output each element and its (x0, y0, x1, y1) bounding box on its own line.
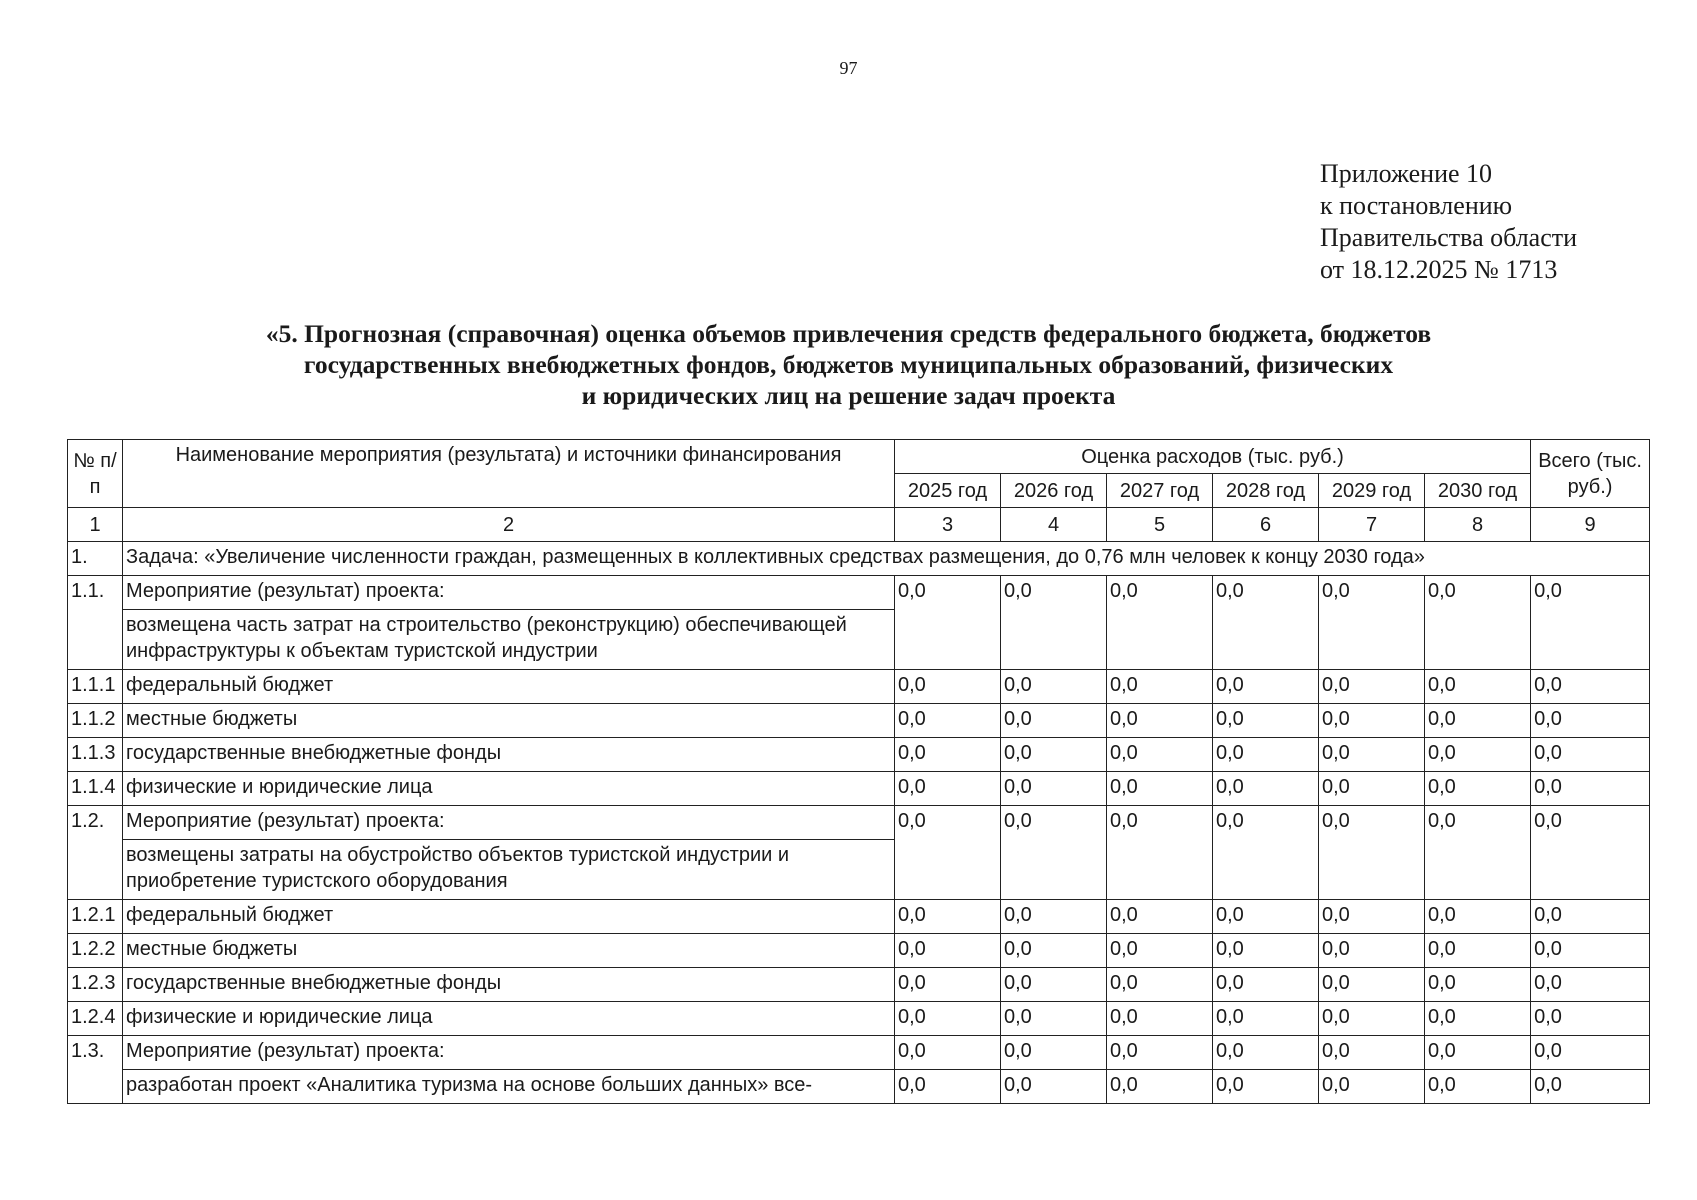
total-cell: 0,0 (1531, 670, 1650, 704)
measure-row (68, 1036, 1650, 1070)
title-line: государственных внебюджетных фондов, бюджетов муниципальных образований, физических (303, 350, 1394, 379)
value-cell: 0,0 (1107, 900, 1213, 934)
value-cell: 0,0 (1425, 934, 1531, 968)
value-cell: 0,0 (1425, 772, 1531, 806)
source-name: местные бюджеты (123, 704, 895, 738)
value-cell: 0,0 (1425, 900, 1531, 934)
title-line: и юридических лиц на решение задач проекта (581, 381, 1116, 410)
value-cell: 0,0 (895, 738, 1001, 772)
measure-description: возмещена часть затрат на строительство (реконструкцию) обеспечивающей инфраструктуры к объектам туристской индустрии (123, 610, 895, 670)
total-cell: 0,0 (1531, 772, 1650, 806)
value-cell: 0,0 (1425, 576, 1531, 670)
header-total: Всего (тыс. руб.) (1531, 440, 1650, 508)
value-cell: 0,0 (895, 576, 1001, 670)
value-cell: 0,0 (895, 806, 1001, 900)
value-cell: 0,0 (895, 1070, 1001, 1104)
column-number: 2 (123, 508, 895, 542)
appendix-line: к постановлению (1320, 191, 1513, 220)
measure-desc-row (68, 1070, 1650, 1104)
row-number: 1.1. (68, 576, 123, 670)
total-cell: 0,0 (1531, 738, 1650, 772)
budget-table (67, 439, 1650, 1104)
value-cell: 0,0 (1213, 900, 1319, 934)
value-cell: 0,0 (1107, 1002, 1213, 1036)
column-number: 1 (68, 508, 123, 542)
value-cell: 0,0 (895, 968, 1001, 1002)
row-number: 1. (68, 542, 123, 576)
column-number: 7 (1319, 508, 1425, 542)
measure-label: Мероприятие (результат) проекта: (123, 576, 895, 610)
total-cell: 0,0 (1531, 1036, 1650, 1070)
total-cell: 0,0 (1531, 806, 1650, 900)
value-cell: 0,0 (1213, 772, 1319, 806)
source-row (68, 704, 1650, 738)
header-year: 2025 год (895, 474, 1001, 508)
row-number: 1.1.2 (68, 704, 123, 738)
source-row (68, 900, 1650, 934)
value-cell: 0,0 (1425, 968, 1531, 1002)
value-cell: 0,0 (1319, 900, 1425, 934)
document-title (100, 318, 1597, 411)
column-number: 5 (1107, 508, 1213, 542)
source-name: государственные внебюджетные фонды (123, 968, 895, 1002)
measure-label: Мероприятие (результат) проекта: (123, 1036, 895, 1070)
value-cell: 0,0 (1319, 1002, 1425, 1036)
value-cell: 0,0 (1001, 900, 1107, 934)
value-cell: 0,0 (1001, 1070, 1107, 1104)
header-year: 2027 год (1107, 474, 1213, 508)
appendix-line: Правительства области (1320, 223, 1578, 252)
row-number: 1.2.4 (68, 1002, 123, 1036)
column-number: 4 (1001, 508, 1107, 542)
value-cell: 0,0 (1107, 738, 1213, 772)
row-number: 1.2. (68, 806, 123, 900)
column-number: 3 (895, 508, 1001, 542)
value-cell: 0,0 (1319, 934, 1425, 968)
value-cell: 0,0 (1107, 704, 1213, 738)
header-year: 2029 год (1319, 474, 1425, 508)
source-name: физические и юридические лица (123, 772, 895, 806)
value-cell: 0,0 (895, 670, 1001, 704)
value-cell: 0,0 (1319, 670, 1425, 704)
row-number: 1.1.1 (68, 670, 123, 704)
value-cell: 0,0 (1107, 670, 1213, 704)
value-cell: 0,0 (1001, 772, 1107, 806)
value-cell: 0,0 (1425, 738, 1531, 772)
source-row (68, 670, 1650, 704)
value-cell: 0,0 (1319, 704, 1425, 738)
task-text: Задача: «Увеличение численности граждан, размещенных в коллективных средствах размещения, до 0,76 млн человек к концу 2030 года» (123, 542, 1650, 576)
value-cell: 0,0 (1319, 806, 1425, 900)
total-cell: 0,0 (1531, 1070, 1650, 1104)
value-cell: 0,0 (1001, 704, 1107, 738)
value-cell: 0,0 (1213, 738, 1319, 772)
value-cell: 0,0 (1425, 1070, 1531, 1104)
source-row (68, 934, 1650, 968)
value-cell: 0,0 (1001, 576, 1107, 670)
value-cell: 0,0 (1213, 934, 1319, 968)
header-year: 2030 год (1425, 474, 1531, 508)
row-number: 1.2.1 (68, 900, 123, 934)
value-cell: 0,0 (1319, 576, 1425, 670)
source-row (68, 968, 1650, 1002)
value-cell: 0,0 (1001, 1002, 1107, 1036)
row-number: 1.1.3 (68, 738, 123, 772)
value-cell: 0,0 (1107, 968, 1213, 1002)
source-name: государственные внебюджетные фонды (123, 738, 895, 772)
value-cell: 0,0 (1425, 806, 1531, 900)
value-cell: 0,0 (895, 1036, 1001, 1070)
value-cell: 0,0 (1107, 1070, 1213, 1104)
column-number: 8 (1425, 508, 1531, 542)
total-cell: 0,0 (1531, 934, 1650, 968)
total-cell: 0,0 (1531, 704, 1650, 738)
column-number: 6 (1213, 508, 1319, 542)
value-cell: 0,0 (1107, 772, 1213, 806)
total-cell: 0,0 (1531, 968, 1650, 1002)
source-name: местные бюджеты (123, 934, 895, 968)
value-cell: 0,0 (1213, 806, 1319, 900)
measure-description: возмещены затраты на обустройство объектов туристской индустрии и приобретение туристского оборудования (123, 840, 895, 900)
measure-row (68, 576, 1650, 610)
value-cell: 0,0 (1425, 1002, 1531, 1036)
source-row (68, 738, 1650, 772)
header-name: Наименование мероприятия (результата) и источники финансирования (123, 440, 895, 508)
header-year: 2026 год (1001, 474, 1107, 508)
row-number: 1.1.4 (68, 772, 123, 806)
value-cell: 0,0 (895, 1002, 1001, 1036)
value-cell: 0,0 (1425, 1036, 1531, 1070)
value-cell: 0,0 (1319, 738, 1425, 772)
value-cell: 0,0 (1107, 806, 1213, 900)
appendix-reference (1320, 158, 1577, 286)
row-number: 1.3. (68, 1036, 123, 1104)
value-cell: 0,0 (1001, 1036, 1107, 1070)
value-cell: 0,0 (1001, 806, 1107, 900)
value-cell: 0,0 (1213, 704, 1319, 738)
source-row (68, 772, 1650, 806)
value-cell: 0,0 (1107, 934, 1213, 968)
value-cell: 0,0 (1001, 738, 1107, 772)
value-cell: 0,0 (1213, 968, 1319, 1002)
value-cell: 0,0 (1213, 576, 1319, 670)
page-number: 97 (839, 58, 858, 78)
value-cell: 0,0 (1001, 968, 1107, 1002)
row-number: 1.2.3 (68, 968, 123, 1002)
total-cell: 0,0 (1531, 900, 1650, 934)
value-cell: 0,0 (1001, 670, 1107, 704)
appendix-line: от 18.12.2025 № 1713 (1320, 255, 1558, 284)
column-numbers-row (68, 508, 1650, 542)
value-cell: 0,0 (895, 772, 1001, 806)
measure-description: разработан проект «Аналитика туризма на основе больших данных» все- (123, 1070, 895, 1104)
header-estimate: Оценка расходов (тыс. руб.) (895, 440, 1531, 474)
value-cell: 0,0 (895, 900, 1001, 934)
source-name: федеральный бюджет (123, 670, 895, 704)
header-num: № п/п (68, 440, 123, 508)
total-cell: 0,0 (1531, 576, 1650, 670)
column-number: 9 (1531, 508, 1650, 542)
title-line: «5. Прогнозная (справочная) оценка объемов привлечения средств федерального бюджета, бюджетов (265, 319, 1432, 348)
value-cell: 0,0 (1107, 576, 1213, 670)
row-number: 1.2.2 (68, 934, 123, 968)
source-name: федеральный бюджет (123, 900, 895, 934)
appendix-line: Приложение 10 (1320, 159, 1493, 188)
value-cell: 0,0 (1319, 772, 1425, 806)
value-cell: 0,0 (1213, 1036, 1319, 1070)
value-cell: 0,0 (895, 934, 1001, 968)
total-cell: 0,0 (1531, 1002, 1650, 1036)
measure-row (68, 806, 1650, 840)
header-year: 2028 год (1213, 474, 1319, 508)
source-name: физические и юридические лица (123, 1002, 895, 1036)
source-row (68, 1002, 1650, 1036)
value-cell: 0,0 (1319, 1036, 1425, 1070)
value-cell: 0,0 (1213, 670, 1319, 704)
measure-label: Мероприятие (результат) проекта: (123, 806, 895, 840)
value-cell: 0,0 (1001, 934, 1107, 968)
value-cell: 0,0 (1425, 670, 1531, 704)
value-cell: 0,0 (1213, 1002, 1319, 1036)
value-cell: 0,0 (1107, 1036, 1213, 1070)
value-cell: 0,0 (1213, 1070, 1319, 1104)
value-cell: 0,0 (1319, 1070, 1425, 1104)
value-cell: 0,0 (895, 704, 1001, 738)
value-cell: 0,0 (1425, 704, 1531, 738)
value-cell: 0,0 (1319, 968, 1425, 1002)
task-row (68, 542, 1650, 576)
